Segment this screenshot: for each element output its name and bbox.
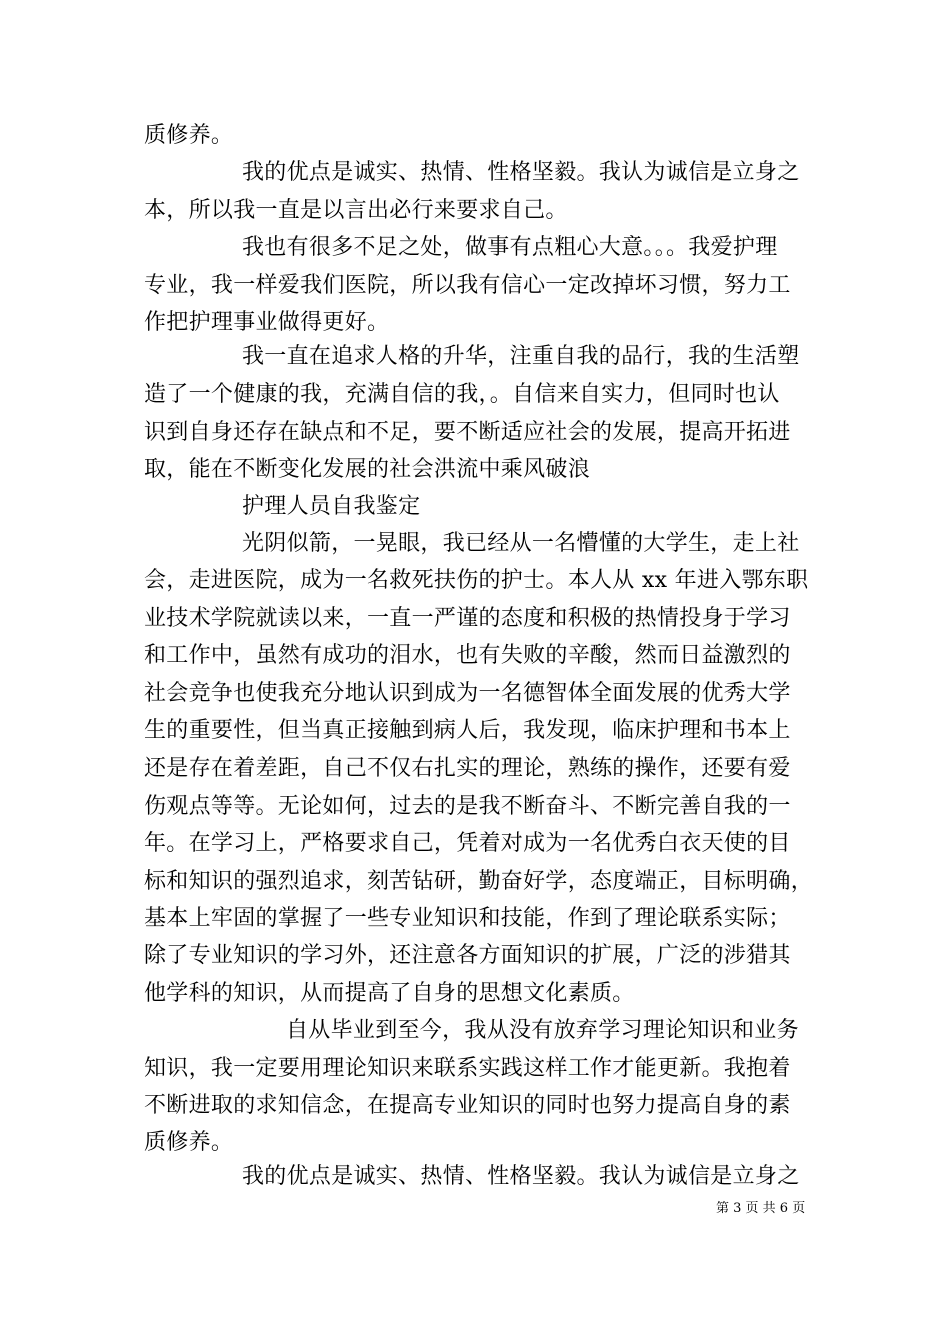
text-line: 会，走进医院，成为一名救死扶伤的护士。本人从 xx 年进入鄂东职 [144, 568, 809, 593]
text-line: 我的优点是诚实、热情、性格坚毅。我认为诚信是立身之 [242, 1164, 800, 1189]
text-line: 本，所以我一直是以言出必行来要求自己。 [144, 198, 568, 223]
text-line: 标和知识的强烈追求，刻苦钻研，勤奋好学，态度端正，目标明确， [144, 869, 814, 894]
text-line: 造了一个健康的我，充满自信的我，。自信来自实力，但同时也认 [144, 382, 780, 407]
text-line: 除了专业知识的学习外，还注意各方面知识的扩展，广泛的涉猎其 [144, 943, 791, 968]
text-line: 自从毕业到至今，我从没有放弃学习理论知识和业务 [286, 1018, 799, 1043]
text-line: 不断进取的求知信念，在提高专业知识的同时也努力提高自身的素 [144, 1093, 791, 1118]
text-line: 作把护理事业做得更好。 [144, 310, 390, 335]
text-line: 我的优点是诚实、热情、性格坚毅。我认为诚信是立身之 [242, 160, 800, 185]
text-line: 专业，我一样爱我们医院，所以我有信心一定改掉坏习惯，努力工 [144, 273, 791, 298]
text-line: 我也有很多不足之处，做事有点粗心大意。。。我爱护理 [242, 235, 778, 260]
text-line: 取，能在不断变化发展的社会洪流中乘风破浪 [144, 457, 591, 482]
text-line: 业技术学院就读以来，一直一严谨的态度和积极的热情投身于学习 [144, 606, 791, 631]
text-line: 质修养。 [144, 1130, 234, 1155]
text-line: 我一直在追求人格的升华，注重自我的品行，我的生活塑 [242, 344, 800, 369]
text-line: 基本上牢固的掌握了一些专业知识和技能，作到了理论联系实际； [144, 906, 791, 931]
text-line: 质修养。 [144, 123, 234, 148]
text-line: 伤观点等等。无论如何，过去的是我不断奋斗、不断完善自我的一 [144, 794, 791, 819]
text-line: 年。在学习上，严格要求自己，凭着对成为一名优秀白衣天使的目 [144, 831, 791, 856]
text-line: 识到自身还存在缺点和不足，要不断适应社会的发展，提高开拓进 [144, 420, 791, 445]
text-line: 和工作中，虽然有成功的泪水，也有失败的辛酸，然而日益激烈的 [144, 643, 791, 668]
text-line: 他学科的知识，从而提高了自身的思想文化素质。 [144, 981, 635, 1006]
text-line: 光阴似箭，一晃眼，我已经从一名懵懂的大学生，走上社 [242, 531, 800, 556]
text-line: 社会竞争也使我充分地认识到成为一名德智体全面发展的优秀大学 [144, 681, 791, 706]
page-number-footer: 第 3 页 共 6 页 [716, 1201, 806, 1216]
section-heading: 护理人员自我鉴定 [242, 494, 421, 519]
text-line: 生的重要性，但当真正接触到病人后，我发现，临床护理和书本上 [144, 718, 791, 743]
text-line: 知识，我一定要用理论知识来联系实践这样工作才能更新。我抱着 [144, 1056, 791, 1081]
text-line: 还是存在着差距，自己不仅右扎实的理论，熟练的操作，还要有爱 [144, 756, 791, 781]
